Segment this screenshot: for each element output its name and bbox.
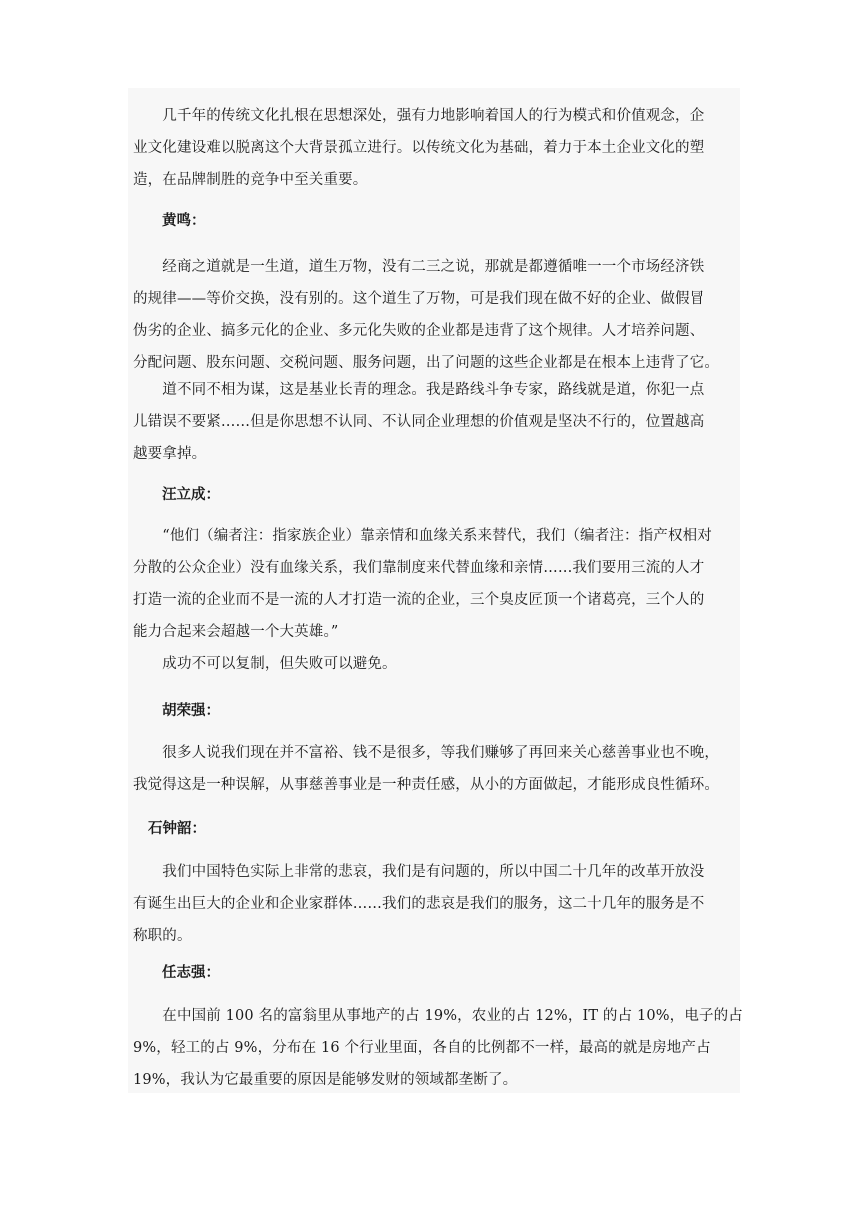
text-line: 伪劣的企业、搞多元化的企业、多元化失败的企业都是违背了这个规律。人才培养问题、 [133, 323, 705, 339]
text-line: 很多人说我们现在并不富裕、钱不是很多，等我们赚够了再回来关心慈善事业也不晚， [133, 745, 719, 761]
text-line: 几千年的传统文化扎根在思想深处，强有力地影响着国人的行为模式和价值观念，企 [133, 108, 705, 124]
text-line: 打造一流的企业而不是一流的人才打造一流的企业，三个臭皮匠顶一个诸葛亮，三个人的 [133, 592, 705, 608]
text-line: 有诞生出巨大的企业和企业家群体……我们的悲哀是我们的服务，这二十几年的服务是不 [133, 896, 705, 912]
text-line: 分配问题、股东问题、交税问题、服务问题，出了问题的这些企业都是在根本上违背了它。 [133, 355, 719, 371]
text-line: 9%，轻工的占 9%，分布在 16 个行业里面，各自的比例都不一样，最高的就是房地产占 [133, 1040, 711, 1056]
speaker-huangming: 黄鸣： [162, 213, 206, 229]
text-line: 业文化建设难以脱离这个大背景孤立进行。以传统文化为基础，着力于本土企业文化的塑 [133, 140, 705, 156]
paragraph-intro [133, 100, 738, 196]
paragraph-wanglicheng-1 [133, 520, 738, 648]
paragraph-huangming-1 [133, 251, 738, 379]
speaker-renzhiqiang: 任志强： [162, 965, 220, 981]
text-line: “他们（编者注：指家族企业）靠亲情和血缘关系来替代，我们（编者注：指产权相对 [133, 528, 712, 544]
paragraph-wanglicheng-2 [133, 648, 738, 680]
text-line: 道不同不相为谋，这是基业长青的理念。我是路线斗争专家，路线就是道，你犯一点 [133, 382, 705, 398]
text-line: 的规律——等价交换，没有别的。这个道生了万物，可是我们现在做不好的企业、做假冒 [133, 291, 705, 307]
text-line: 成功不可以复制，但失败可以避免。 [133, 656, 397, 672]
paragraph-hurongqiang-1 [133, 737, 738, 801]
text-line: 越要拿掉。 [133, 446, 207, 462]
speaker-shizhongshao: 石钟韶： [148, 821, 206, 837]
text-line: 在中国前 100 名的富翁里从事地产的占 19%，农业的占 12%，IT 的占 10%，电子的占 [133, 1008, 743, 1024]
text-line: 儿错误不要紧……但是你思想不认同、不认同企业理想的价值观是坚决不行的，位置越高 [133, 414, 705, 430]
text-line: 我觉得这是一种误解，从事慈善事业是一种责任感，从小的方面做起，才能形成良性循环。 [133, 777, 719, 793]
text-line: 称职的。 [133, 928, 192, 944]
speaker-wanglicheng: 汪立成： [162, 487, 220, 503]
text-line: 19%，我认为它最重要的原因是能够发财的领域都垄断了。 [133, 1072, 518, 1088]
text-line: 分散的公众企业）没有血缘关系，我们靠制度来代替血缘和亲情……我们要用三流的人才 [133, 560, 705, 576]
paragraph-shizhongshao-1 [133, 856, 738, 952]
text-line: 我们中国特色实际上非常的悲哀，我们是有问题的，所以中国二十几年的改革开放没 [133, 864, 705, 880]
text-line: 造，在品牌制胜的竞争中至关重要。 [133, 172, 368, 188]
speaker-hurongqiang: 胡荣强： [162, 703, 220, 719]
text-line: 能力合起来会超越一个大英雄。” [133, 624, 339, 640]
paragraph-renzhiqiang-1 [133, 1000, 743, 1096]
text-line: 经商之道就是一生道，道生万物，没有二三之说，那就是都遵循唯一一个市场经济铁 [133, 259, 705, 275]
paragraph-huangming-2 [133, 374, 738, 470]
